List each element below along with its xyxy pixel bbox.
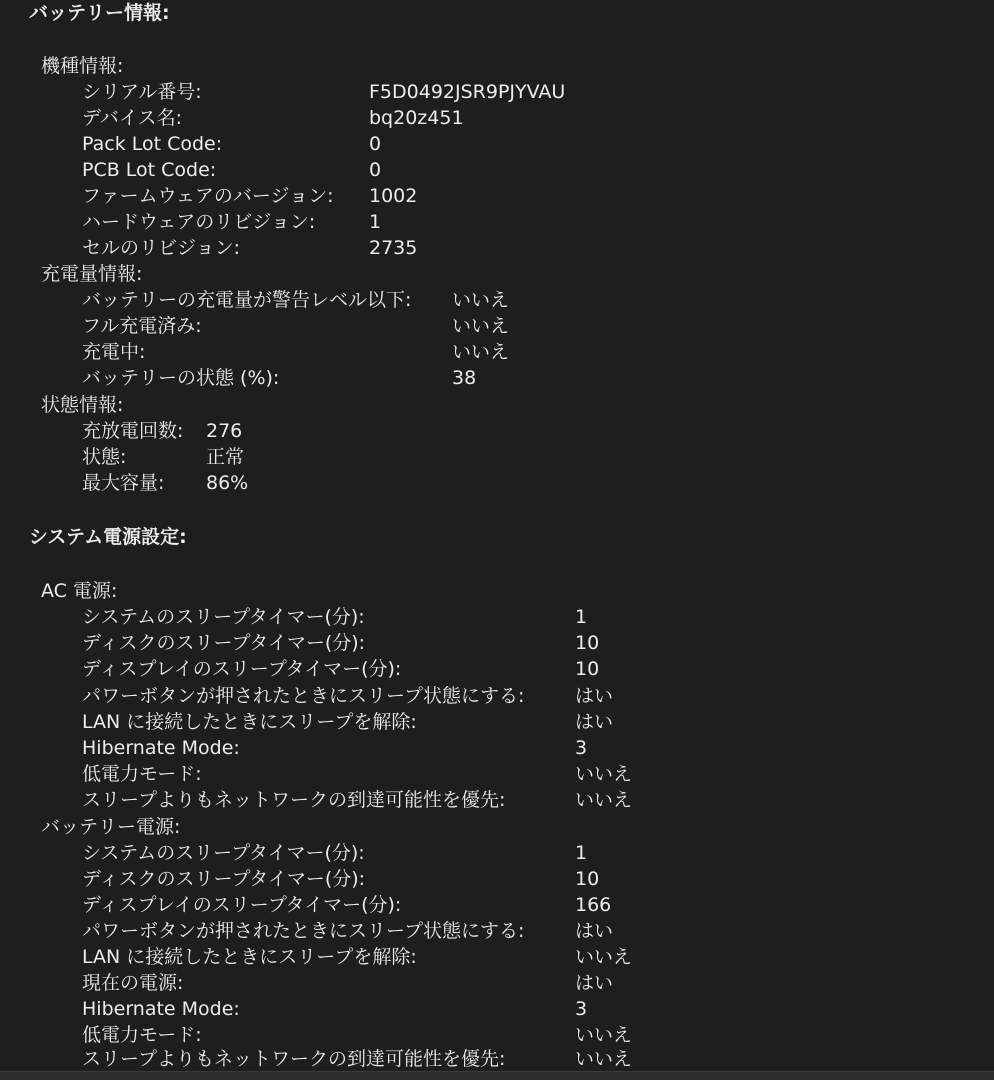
bat-hibernate-mode-value: 3 [575,998,588,1020]
bat-current-source-value: はい [575,972,614,994]
pack-lot-code-label: Pack Lot Code: [82,133,223,155]
cycle-count-value: 276 [206,420,243,442]
ac-low-power-mode-label: 低電力モード: [82,763,202,785]
bat-low-power-mode-label: 低電力モード: [82,1024,202,1046]
device-name-label: デバイス名: [82,107,183,129]
condition-label: 状態: [82,446,127,468]
bat-display-sleep-label: ディスプレイのスリープタイマー(分): [82,894,402,916]
bat-system-sleep-label: システムのスリープタイマー(分): [82,842,365,864]
pcb-lot-code-value: 0 [369,159,382,181]
fully-charged-value: いいえ [452,315,510,337]
firmware-version-label: ファームウェアのバージョン: [82,185,334,207]
horizontal-scrollbar[interactable] [0,1071,994,1080]
charge-warning-value: いいえ [452,289,510,311]
hardware-revision-label: ハードウェアのリビジョン: [82,211,316,233]
bat-disk-sleep-label: ディスクのスリープタイマー(分): [82,868,366,890]
charging-label: 充電中: [82,341,146,363]
ac-display-sleep-label: ディスプレイのスリープタイマー(分): [82,658,402,680]
max-capacity-value: 86% [206,472,249,494]
ac-disk-sleep-label: ディスクのスリープタイマー(分): [82,632,366,654]
ac-power-button-sleep-value: はい [575,685,614,707]
ac-network-priority-label: スリープよりもネットワークの到達可能性を優先: [82,789,506,811]
bat-display-sleep-value: 166 [575,894,612,916]
ac-power-button-sleep-label: パワーボタンが押されたときにスリープ状態にする: [82,685,525,707]
power-section-title: システム電源設定: [29,526,187,548]
bat-network-priority-value: いいえ [575,1048,633,1070]
health-info-title: 状態情報: [41,394,124,416]
bat-current-source-label: 現在の電源: [82,972,184,994]
charge-warning-label: バッテリーの充電量が警告レベル以下: [82,289,412,311]
cell-revision-label: セルのリビジョン: [82,237,241,259]
bat-hibernate-mode-label: Hibernate Mode: [82,998,240,1020]
cell-revision-value: 2735 [369,237,418,259]
battery-section-title: バッテリー情報: [29,2,170,24]
cycle-count-label: 充放電回数: [82,420,184,442]
device-name-value: bq20z451 [369,107,464,129]
pack-lot-code-value: 0 [369,133,382,155]
ac-wake-on-lan-label: LAN に接続したときにスリープを解除: [82,711,417,733]
model-info-title: 機種情報: [41,55,124,77]
battery-power-title: バッテリー電源: [41,816,181,838]
serial-number-label: シリアル番号: [82,81,202,103]
ac-wake-on-lan-value: はい [575,711,614,733]
ac-disk-sleep-value: 10 [575,632,600,654]
charging-value: いいえ [452,341,510,363]
firmware-version-value: 1002 [369,185,418,207]
hardware-revision-value: 1 [369,211,382,233]
ac-display-sleep-value: 10 [575,658,600,680]
ac-system-sleep-value: 1 [575,606,588,628]
ac-hibernate-mode-label: Hibernate Mode: [82,737,240,759]
bat-power-button-sleep-label: パワーボタンが押されたときにスリープ状態にする: [82,920,525,942]
bat-power-button-sleep-value: はい [575,920,614,942]
max-capacity-label: 最大容量: [82,472,165,494]
bat-network-priority-label: スリープよりもネットワークの到達可能性を優先: [82,1048,506,1070]
battery-state-value: 38 [452,367,477,389]
bat-wake-on-lan-value: いいえ [575,946,633,968]
charge-info-title: 充電量情報: [41,263,143,285]
bat-wake-on-lan-label: LAN に接続したときにスリープを解除: [82,946,417,968]
battery-state-label: バッテリーの状態 (%): [82,367,280,389]
bat-system-sleep-value: 1 [575,842,588,864]
condition-value: 正常 [206,446,245,468]
serial-number-value: F5D0492JSR9PJYVAU [369,81,566,103]
fully-charged-label: フル充電済み: [82,315,202,337]
bat-disk-sleep-value: 10 [575,868,600,890]
ac-system-sleep-label: システムのスリープタイマー(分): [82,606,365,628]
ac-low-power-mode-value: いいえ [575,763,633,785]
ac-network-priority-value: いいえ [575,789,633,811]
ac-hibernate-mode-value: 3 [575,737,588,759]
bat-low-power-mode-value: いいえ [575,1024,633,1046]
ac-power-title: AC 電源: [41,580,118,602]
pcb-lot-code-label: PCB Lot Code: [82,159,217,181]
